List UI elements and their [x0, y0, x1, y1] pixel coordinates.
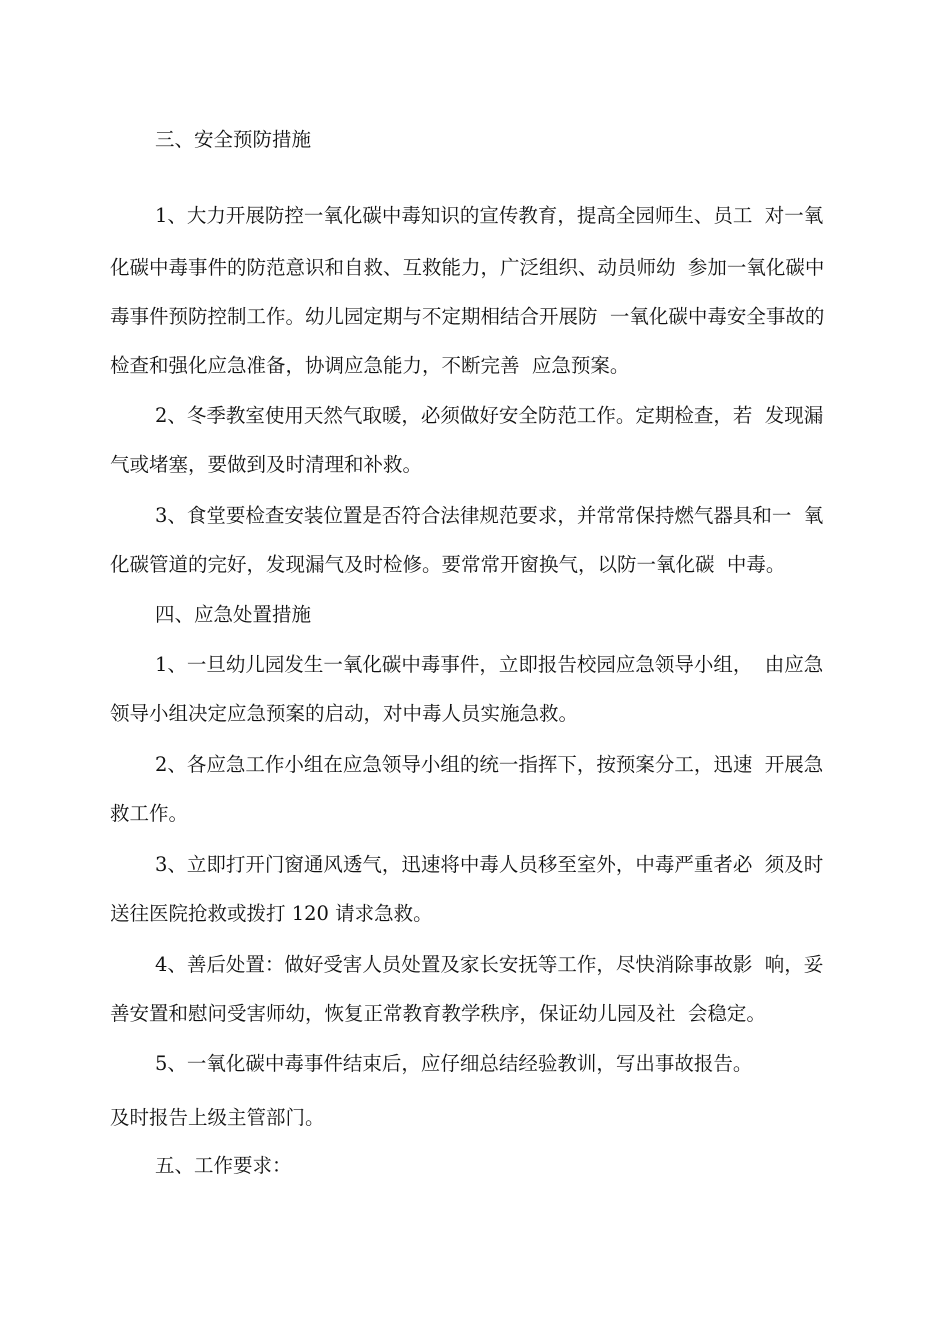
paragraph-line: 3、食堂要检查安装位置是否符合法律规范要求，并常常保持燃气器具和一 氧: [155, 504, 824, 527]
paragraph-line: 领导小组决定应急预案的启动，对中毒人员实施急救。: [110, 702, 579, 725]
paragraph-line: 4、善后处置：做好受害人员处置及家长安抚等工作，尽快消除事故影 响，妥: [155, 953, 824, 976]
paragraph-line: 1、大力开展防控一氧化碳中毒知识的宣传教育，提高全园师生、员工 对一氧: [155, 204, 824, 227]
paragraph-line: 1、一旦幼儿园发生一氧化碳中毒事件，立即报告校园应急领导小组， 由应急: [155, 653, 824, 676]
paragraph-line: 5、一氧化碳中毒事件结束后，应仔细总结经验教训，写出事故报告。: [155, 1052, 753, 1075]
paragraph-line: 2、各应急工作小组在应急领导小组的统一指挥下，按预案分工，迅速 开展急: [155, 753, 824, 776]
paragraph-line: 化碳中毒事件的防范意识和自救、互救能力，广泛组织、动员师幼 参加一氧化碳中: [110, 256, 825, 279]
section-heading-4: 四、应急处置措施: [155, 603, 312, 626]
paragraph-line: 送往医院抢救或拨打 120 请求急救。: [110, 902, 433, 925]
paragraph-line: 2、冬季教室使用天然气取暖，必须做好安全防范工作。定期检查，若 发现漏: [155, 404, 824, 427]
paragraph-line: 化碳管道的完好，发现漏气及时检修。要常常开窗换气，以防一氧化碳 中毒。: [110, 553, 786, 576]
paragraph-line: 气或堵塞，要做到及时清理和补救。: [110, 453, 423, 476]
section-heading-5: 五、工作要求：: [155, 1154, 292, 1177]
paragraph-line: 及时报告上级主管部门。: [110, 1106, 325, 1129]
paragraph-line: 毒事件预防控制工作。幼儿园定期与不定期相结合开展防 一氧化碳中毒安全事故的: [110, 305, 825, 328]
section-heading-3: 三、安全预防措施: [155, 128, 312, 151]
paragraph-line: 检查和强化应急准备，协调应急能力，不断完善 应急预案。: [110, 354, 630, 377]
paragraph-line: 善安置和慰问受害师幼，恢复正常教育教学秩序，保证幼儿园及社 会稳定。: [110, 1002, 766, 1025]
paragraph-line: 救工作。: [110, 802, 189, 825]
paragraph-line: 3、立即打开门窗通风透气，迅速将中毒人员移至室外，中毒严重者必 须及时: [155, 853, 824, 876]
